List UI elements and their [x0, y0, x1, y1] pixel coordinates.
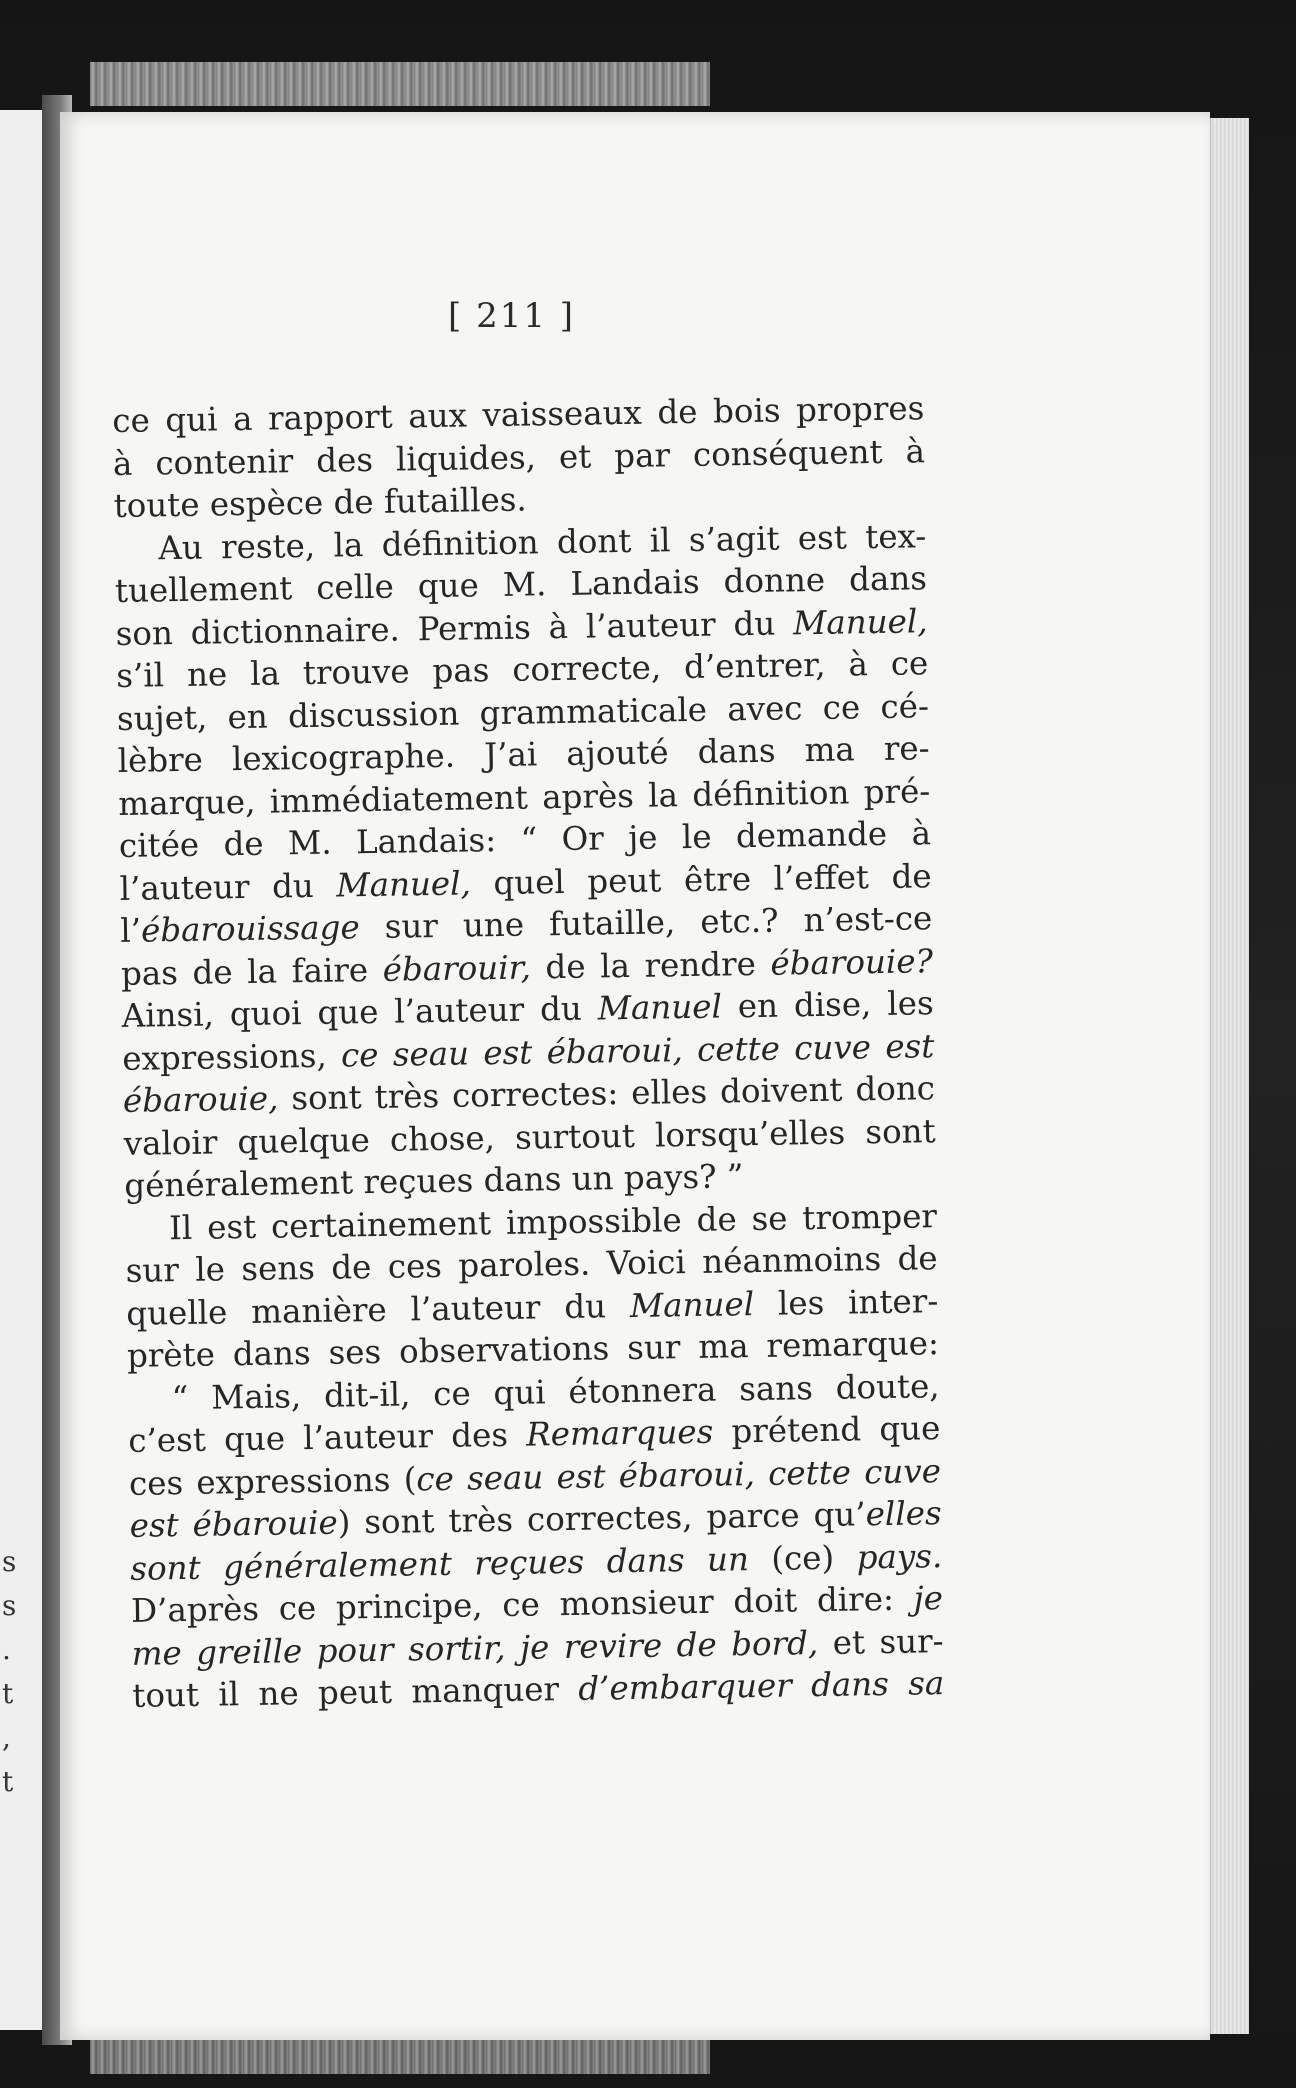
italic-text: Manuel	[597, 987, 723, 1028]
text-segment: citée de M. Landais: “ Or je le demande à	[118, 814, 932, 865]
text-segment: pas de la faire	[120, 950, 384, 993]
text-segment: ) sont très correctes, parce qu’	[337, 1495, 866, 1542]
italic-text: elles	[865, 1494, 942, 1534]
text-segment: l’	[120, 911, 142, 950]
text-segment: (ce)	[748, 1537, 857, 1578]
adjacent-page-char: .	[2, 1633, 11, 1666]
text-segment: Ainsi, quoi que l’auteur du	[121, 989, 599, 1035]
page-number: [ 211 ]	[448, 296, 576, 336]
italic-text: ébarouie,	[122, 1079, 279, 1120]
text-segment: quelle manière l’auteur du	[126, 1286, 631, 1333]
text-segment: lèbre lexicographe. J’ai ajouté dans ma re-	[117, 729, 930, 780]
italic-text: Manuel	[629, 1284, 755, 1325]
text-segment: valoir quelque chose, surtout lorsqu’elles sont	[123, 1111, 936, 1163]
body-text	[112, 387, 945, 1717]
text-segment: D’après ce principe, ce monsieur doit dire:	[130, 1579, 914, 1630]
text-segment: généralement reçues dans un pays? ”	[124, 1157, 744, 1205]
italic-text: pays.	[856, 1536, 943, 1576]
adjacent-page-char: ,	[2, 1721, 11, 1754]
text-segment: ces expressions (	[128, 1459, 417, 1503]
adjacent-page-edge	[0, 110, 44, 2030]
italic-text: me greille pour sortir, je revire de bord,	[131, 1623, 819, 1673]
text-segment: Il est certainement impossible de se tromper	[168, 1196, 938, 1247]
text-segment: “ Mais, dit-il, ce qui étonnera sans doute,	[171, 1366, 940, 1417]
text-segment: tuellement celle que M. Landais donne dans	[114, 559, 928, 610]
text-segment: et sur-	[817, 1621, 944, 1662]
text-segment: sujet, en discussion grammaticale avec ce cé-	[116, 686, 930, 738]
page-stack-edge	[1210, 118, 1249, 2034]
text-segment: ce qui a rapport aux vaisseaux de bois propres	[112, 389, 925, 440]
text-segment: son dictionnaire. Permis à l’auteur du	[115, 603, 794, 653]
italic-text: d’embarquer dans sa	[578, 1664, 945, 1708]
text-segment: expressions,	[122, 1035, 342, 1078]
italic-text: ébarouir,	[382, 947, 532, 989]
text-segment: de la rendre	[530, 944, 771, 986]
text-segment: sont très correctes: elles doivent donc	[278, 1069, 936, 1118]
italic-text: sont généralement reçues dans un	[130, 1539, 750, 1588]
text-segment: prète dans ses observations sur ma remarque:	[126, 1324, 940, 1375]
adjacent-page-char: t	[2, 1765, 14, 1798]
italic-text: ce seau est ébaroui, cette cuve	[416, 1451, 942, 1498]
italic-text: Manuel,	[792, 601, 928, 642]
text-segment: tout il ne peut manquer	[132, 1669, 579, 1715]
text-segment: Au reste, la définition dont il s’agit est tex-	[158, 516, 927, 567]
top-binding	[90, 62, 710, 106]
text-segment: toute espèce de futailles.	[113, 480, 528, 525]
italic-text: ébarouie?	[770, 941, 934, 983]
text-segment: sur une futaille, etc.? n’est-ce	[359, 899, 933, 947]
adjacent-page-fragments	[2, 1540, 22, 1804]
text-segment: c’est que l’auteur des	[128, 1415, 527, 1460]
adjacent-page-char: s	[2, 1589, 17, 1622]
italic-text: je	[913, 1579, 944, 1618]
italic-text: est ébarouie	[129, 1503, 338, 1545]
text-segment: sur le sens de ces paroles. Voici néanmoins de	[125, 1239, 938, 1290]
text-segment: les inter-	[753, 1281, 939, 1323]
text-segment: à contenir des liquides, et par conséquent à	[112, 431, 926, 483]
text-segment: prétend que	[712, 1409, 941, 1451]
text-segment: marque, immédiatement après la définition pré-	[118, 771, 931, 823]
text-segment: s’il ne la trouve pas correcte, d’entrer, à ce	[116, 644, 929, 695]
text-segment: quel peut être l’effet de	[470, 856, 932, 902]
italic-text: Manuel,	[336, 863, 472, 905]
italic-text: ce seau est ébaroui, cette cuve est	[340, 1026, 935, 1074]
italic-text: Remarques	[525, 1412, 714, 1454]
adjacent-page-char: s	[2, 1545, 17, 1578]
text-segment: l’auteur du	[119, 866, 337, 908]
adjacent-page-char: t	[2, 1677, 14, 1710]
text-segment: en dise, les	[721, 984, 934, 1026]
italic-text: ébarouissage	[140, 908, 360, 950]
